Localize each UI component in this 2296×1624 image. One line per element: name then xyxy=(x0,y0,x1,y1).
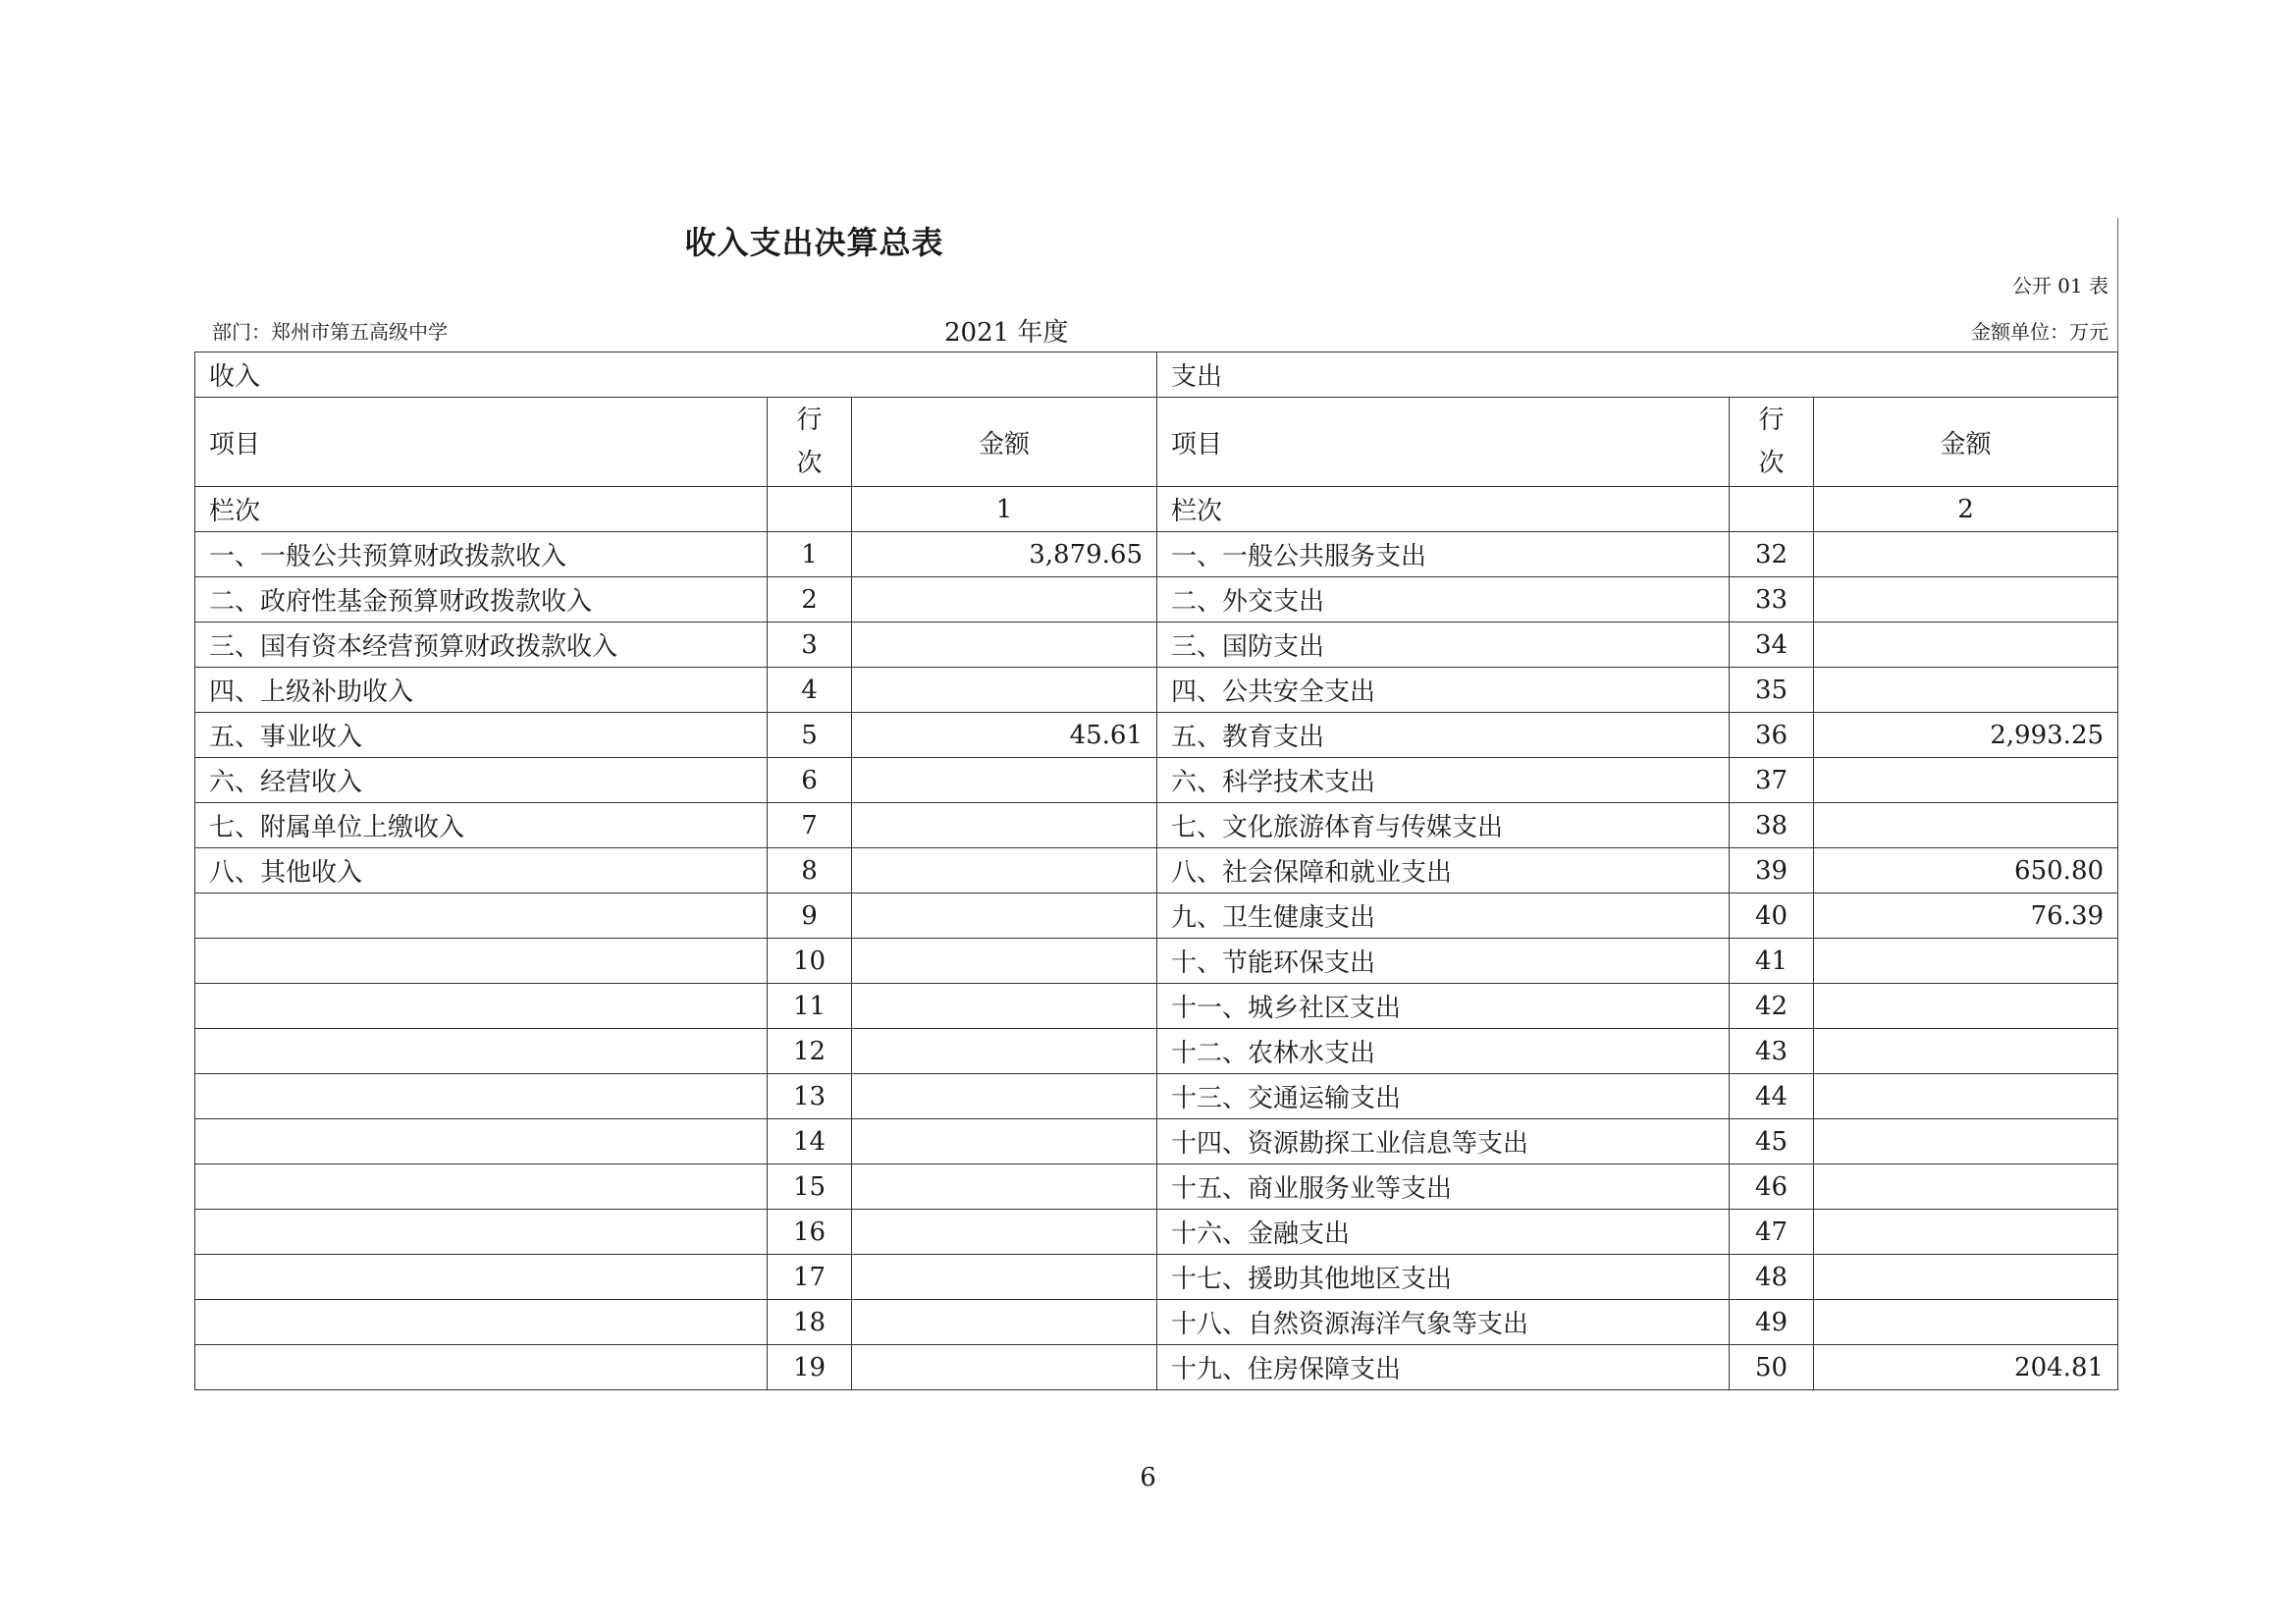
expense-amount-cell xyxy=(1814,1300,2118,1345)
expense-row-number: 39 xyxy=(1730,848,1814,893)
income-item-cell: 六、经营收入 xyxy=(195,758,768,803)
income-row-number: 5 xyxy=(768,713,852,758)
income-item-cell: 一、一般公共预算财政拨款收入 xyxy=(195,532,768,577)
income-row-number: 15 xyxy=(768,1164,852,1210)
expense-amount-cell: 204.81 xyxy=(1814,1345,2118,1390)
table-row xyxy=(195,713,2118,758)
page-number: 6 xyxy=(1140,1463,1156,1492)
expense-amount-cell: 2,993.25 xyxy=(1814,713,2118,758)
income-row-number: 9 xyxy=(768,893,852,939)
income-item-cell xyxy=(195,1074,768,1119)
income-row-number: 4 xyxy=(768,668,852,713)
expense-item-cell: 六、科学技术支出 xyxy=(1157,758,1730,803)
income-heading: 收入 xyxy=(195,352,1157,398)
table-row xyxy=(195,1300,2118,1345)
expense-amount-cell xyxy=(1814,1164,2118,1210)
income-item-cell xyxy=(195,1300,768,1345)
table-row xyxy=(195,758,2118,803)
expense-row-number: 48 xyxy=(1730,1255,1814,1300)
income-item-cell: 四、上级补助收入 xyxy=(195,668,768,713)
table-row xyxy=(195,1255,2118,1300)
expense-item-cell: 一、一般公共服务支出 xyxy=(1157,532,1730,577)
expense-item-cell: 十八、自然资源海洋气象等支出 xyxy=(1157,1300,1730,1345)
income-row-number: 12 xyxy=(768,1029,852,1074)
income-amount-cell: 45.61 xyxy=(852,713,1157,758)
income-item-cell: 七、附属单位上缴收入 xyxy=(195,803,768,848)
income-row-number: 18 xyxy=(768,1300,852,1345)
table-row xyxy=(195,893,2118,939)
income-amount-cell xyxy=(852,939,1157,984)
expense-item-cell: 十六、金融支出 xyxy=(1157,1210,1730,1255)
expense-col-number: 2 xyxy=(1814,487,2118,532)
expense-item-cell: 七、文化旅游体育与传媒支出 xyxy=(1157,803,1730,848)
income-row-number: 13 xyxy=(768,1074,852,1119)
page-margin-line xyxy=(2117,218,2118,352)
expense-row-number: 34 xyxy=(1730,623,1814,668)
income-row-number: 17 xyxy=(768,1255,852,1300)
income-amount-cell xyxy=(852,1029,1157,1074)
income-amount-cell xyxy=(852,1210,1157,1255)
income-col-number: 1 xyxy=(852,487,1157,532)
income-expense-table xyxy=(194,352,2118,1390)
income-amount-cell xyxy=(852,668,1157,713)
expense-row-number: 45 xyxy=(1730,1119,1814,1164)
income-row-header xyxy=(768,398,852,487)
income-row-number: 16 xyxy=(768,1210,852,1255)
table-row xyxy=(195,848,2118,893)
income-amount-cell xyxy=(852,1119,1157,1164)
row-header-bottom: 次 xyxy=(1758,449,1785,478)
income-item-cell xyxy=(195,984,768,1029)
expense-amount-cell xyxy=(1814,668,2118,713)
amount-unit: 金额单位：万元 xyxy=(1971,320,2109,344)
expense-row-number: 40 xyxy=(1730,893,1814,939)
column-header-row xyxy=(195,398,2118,487)
section-heading-row xyxy=(195,352,2118,398)
row-header-top: 行 xyxy=(796,406,823,435)
table-row xyxy=(195,623,2118,668)
income-row-number: 8 xyxy=(768,848,852,893)
expense-amount-cell xyxy=(1814,577,2118,623)
income-item-cell xyxy=(195,1119,768,1164)
income-row-number: 1 xyxy=(768,532,852,577)
income-row-number: 6 xyxy=(768,758,852,803)
report-title-text: 收入支出决算总表 xyxy=(684,224,944,261)
income-item-cell xyxy=(195,1210,768,1255)
expense-amount-cell xyxy=(1814,623,2118,668)
expense-row-number: 42 xyxy=(1730,984,1814,1029)
expense-item-cell: 二、外交支出 xyxy=(1157,577,1730,623)
income-row-number: 19 xyxy=(768,1345,852,1390)
expense-heading: 支出 xyxy=(1157,352,2118,398)
income-item-cell xyxy=(195,1255,768,1300)
expense-amount-cell xyxy=(1814,1119,2118,1164)
expense-seq-row-cell xyxy=(1730,487,1814,532)
expense-item-cell: 五、教育支出 xyxy=(1157,713,1730,758)
report-title xyxy=(0,218,2296,263)
income-amount-cell: 3,879.65 xyxy=(852,532,1157,577)
row-header-top: 行 xyxy=(1758,406,1785,435)
table-row xyxy=(195,984,2118,1029)
expense-amount-cell xyxy=(1814,758,2118,803)
expense-item-cell: 四、公共安全支出 xyxy=(1157,668,1730,713)
expense-item-cell: 十七、援助其他地区支出 xyxy=(1157,1255,1730,1300)
income-amount-cell xyxy=(852,1255,1157,1300)
income-amount-cell xyxy=(852,623,1157,668)
expense-row-number: 44 xyxy=(1730,1074,1814,1119)
row-header-bottom: 次 xyxy=(796,449,823,478)
expense-amount-cell xyxy=(1814,1074,2118,1119)
table-row xyxy=(195,577,2118,623)
expense-item-cell: 十一、城乡社区支出 xyxy=(1157,984,1730,1029)
table-row xyxy=(195,1029,2118,1074)
fiscal-year: 2021 年度 xyxy=(944,318,1069,348)
expense-seq-label: 栏次 xyxy=(1157,487,1730,532)
column-sequence-row xyxy=(195,487,2118,532)
income-amount-cell xyxy=(852,803,1157,848)
table-row xyxy=(195,939,2118,984)
income-item-cell xyxy=(195,1345,768,1390)
income-item-header: 项目 xyxy=(195,398,768,487)
table-row xyxy=(195,1345,2118,1390)
income-row-number: 14 xyxy=(768,1119,852,1164)
expense-item-cell: 十五、商业服务业等支出 xyxy=(1157,1164,1730,1210)
expense-item-cell: 九、卫生健康支出 xyxy=(1157,893,1730,939)
table-row xyxy=(195,532,2118,577)
expense-item-cell: 十九、住房保障支出 xyxy=(1157,1345,1730,1390)
expense-item-cell: 十四、资源勘探工业信息等支出 xyxy=(1157,1119,1730,1164)
expense-amount-cell xyxy=(1814,1029,2118,1074)
expense-row-number: 35 xyxy=(1730,668,1814,713)
income-row-number: 7 xyxy=(768,803,852,848)
income-row-number: 11 xyxy=(768,984,852,1029)
income-item-cell xyxy=(195,939,768,984)
income-amount-header: 金额 xyxy=(852,398,1157,487)
expense-row-number: 32 xyxy=(1730,532,1814,577)
income-amount-cell xyxy=(852,848,1157,893)
income-row-number: 10 xyxy=(768,939,852,984)
income-item-cell xyxy=(195,1164,768,1210)
expense-row-number: 47 xyxy=(1730,1210,1814,1255)
expense-row-number: 50 xyxy=(1730,1345,1814,1390)
expense-amount-cell xyxy=(1814,803,2118,848)
income-amount-cell xyxy=(852,984,1157,1029)
expense-row-number: 36 xyxy=(1730,713,1814,758)
department-label: 部门：郑州市第五高级中学 xyxy=(212,320,448,344)
income-row-number: 2 xyxy=(768,577,852,623)
expense-item-cell: 十二、农林水支出 xyxy=(1157,1029,1730,1074)
income-item-cell: 五、事业收入 xyxy=(195,713,768,758)
expense-amount-cell xyxy=(1814,1255,2118,1300)
expense-amount-cell xyxy=(1814,939,2118,984)
income-row-number: 3 xyxy=(768,623,852,668)
income-item-cell: 二、政府性基金预算财政拨款收入 xyxy=(195,577,768,623)
expense-amount-cell xyxy=(1814,1210,2118,1255)
expense-row-number: 41 xyxy=(1730,939,1814,984)
income-item-cell: 八、其他收入 xyxy=(195,848,768,893)
income-amount-cell xyxy=(852,577,1157,623)
expense-item-cell: 十三、交通运输支出 xyxy=(1157,1074,1730,1119)
expense-row-number: 43 xyxy=(1730,1029,1814,1074)
table-row xyxy=(195,1164,2118,1210)
expense-item-cell: 十、节能环保支出 xyxy=(1157,939,1730,984)
income-seq-row-cell xyxy=(768,487,852,532)
income-item-cell xyxy=(195,893,768,939)
expense-item-cell: 八、社会保障和就业支出 xyxy=(1157,848,1730,893)
expense-row-number: 33 xyxy=(1730,577,1814,623)
expense-row-number: 49 xyxy=(1730,1300,1814,1345)
expense-amount-cell xyxy=(1814,984,2118,1029)
form-number: 公开 01 表 xyxy=(2011,274,2109,298)
table-row xyxy=(195,1210,2118,1255)
expense-amount-cell: 650.80 xyxy=(1814,848,2118,893)
expense-row-number: 38 xyxy=(1730,803,1814,848)
expense-amount-header: 金额 xyxy=(1814,398,2118,487)
income-item-cell: 三、国有资本经营预算财政拨款收入 xyxy=(195,623,768,668)
income-amount-cell xyxy=(852,893,1157,939)
expense-item-header: 项目 xyxy=(1157,398,1730,487)
expense-amount-cell xyxy=(1814,532,2118,577)
expense-row-number: 46 xyxy=(1730,1164,1814,1210)
expense-row-header xyxy=(1730,398,1814,487)
expense-item-cell: 三、国防支出 xyxy=(1157,623,1730,668)
table-row xyxy=(195,803,2118,848)
income-amount-cell xyxy=(852,1164,1157,1210)
table-row xyxy=(195,1119,2118,1164)
table-row xyxy=(195,668,2118,713)
income-amount-cell xyxy=(852,758,1157,803)
expense-amount-cell: 76.39 xyxy=(1814,893,2118,939)
income-seq-label: 栏次 xyxy=(195,487,768,532)
table-row xyxy=(195,1074,2118,1119)
income-amount-cell xyxy=(852,1345,1157,1390)
expense-row-number: 37 xyxy=(1730,758,1814,803)
income-amount-cell xyxy=(852,1300,1157,1345)
income-item-cell xyxy=(195,1029,768,1074)
income-amount-cell xyxy=(852,1074,1157,1119)
